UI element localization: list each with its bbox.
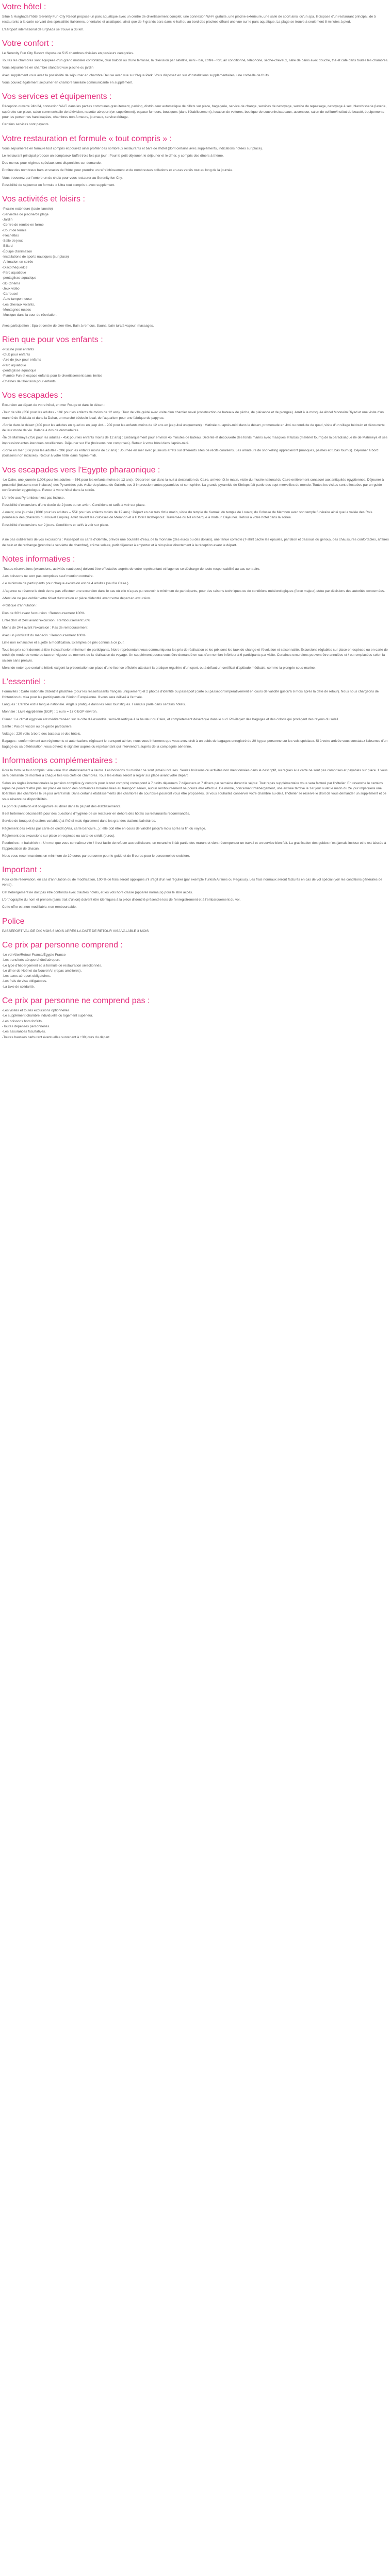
egypte-paragraph: L'entrée aux Pyramides n'est pas incluse. — [2, 496, 65, 500]
list-item: -Carrousel — [2, 292, 18, 296]
list-item: -pentaglisse aquatique — [2, 369, 37, 373]
hotel-paragraph: L'aéroport international d'Hurghada se trouve à 36 km. — [2, 27, 85, 31]
list-item: -Le vol Aller/Retour France/Égypte France — [2, 953, 66, 957]
confort-paragraph: Avec supplément vous avez la possibilité de séjourner en chambre Deluxe avec vue sur l'Aqua Park. Vous disposez en sus d'installations supplémentaires, une corbeille de fruits. — [2, 73, 270, 77]
list-item: -Les transferts aéroport/hôtel/aéroport. — [2, 958, 60, 962]
essentiel-paragraph: Voltage : 220 volts à bord des bateaux et des hôtels. — [2, 732, 82, 736]
notes-paragraph: Plus de 36H avant l'excursion : Remboursement 100% — [2, 611, 85, 615]
list-item: -Jardin — [2, 217, 13, 222]
list-item: -Animation en soirée — [2, 260, 34, 264]
egypte-paragraph: -Le Caire, une journée (100€ pour les adultes -- 55€ pour les enfants moins de 12 ans) : Départ en car dans la nuit à destination du Caire, arrivée tôt le matin, visite du musée national du Caire entièrement consacré aux antiquités égyptiennes. Déjeuner à proximité (boissons non incluses) des Pyramides puis visite du plateau de Guizeh, ses 3 impressionnantes pyramides et son sphinx. La grande pyramide de Khéops fait partie des sept merveilles du monde. Toutes les visites sont effectuées par un guide conférencier égyptologue. Retour à votre hôtel dans la soirée. — [2, 478, 384, 493]
notes-paragraph: -Politique d'annulation : — [2, 604, 38, 608]
escapades-paragraph: Excursion au départ de votre hôtel, en mer Rouge et dans le désert : — [2, 403, 106, 407]
list-item: -Serviettes de piscine/de plage — [2, 212, 49, 216]
section-enfants — [2, 335, 389, 384]
notes-paragraph: -L'agence se réserve le droit de ne pas effectuer une excursion dans le cas où elle n'a pas pu recevoir le minimum de participants, pour des raisons techniques ou de conditions météorologiques (force majeur) et/ou par décisions des autorités concernées. — [2, 589, 385, 593]
egypte-paragraph: -Louxor, une journée (100€ pour les adultes -- 55€ pour les enfants moins de 12 ans) : Départ en car très tôt le matin, visite du temple de Karnak, du temple de Louxor, du Colosse de Memnon avec son temple funéraire ainsi que la vallée des Rois (tombeaux des pharaons du Nouvel Empire). Arrêt devant les colosses de Memnon et à l'Hôtel Hatshepsout. Traversée du Nil en barque à moteur. Déjeuner. Retour à votre hôtel dans la soirée. — [2, 511, 372, 520]
important-paragraph: Pour cette réservation, en cas d'annulation ou de modification, 100 % de frais seront appliqués s'il s'agit d'un vol régulier (par exemple Turkish Airlines ou Pegasus). Les frais normaux seront facturés en cas de vol spécial (voir les conditions générales de vente). — [2, 878, 382, 887]
comprend-title: Ce prix par personne comprend : — [2, 940, 123, 950]
essentiel-paragraph: Santé : Pas de vaccin ou de garde particuliers. — [2, 724, 73, 728]
restauration-paragraph: Vous séjournerez en formule tout compris et pourrez ainsi profiter des nombreux restaurants et bars de l'hôtel (dont certains avec suppléments, indications notées sur place). — [2, 146, 263, 150]
info-paragraph: Règlement des extras par carte de crédit (Visa, carte bancaire...) : elle doit être en cours de validité jusqu'à mois après la fin du voyage. — [2, 826, 206, 831]
list-item: -Parc aquatique — [2, 270, 26, 275]
list-item: -Montagnes russes — [2, 308, 31, 312]
section-escapades — [2, 391, 389, 459]
section-notes — [2, 554, 389, 671]
egypte-paragraph: Possibilité d'excursions sur 2 jours. Conditions et tarifs à voir sur place. — [2, 523, 109, 527]
services-paragraph: Réception ouverte 24h/24, connexion Wi-Fi dans les parties communes gratuitement, parking, distributeur automatique de billets sur place, bagagerie, service de change, services de nettoyage, service de repassage, nettoyage à sec, blanchisserie (laverie, supérette sur place, salon commun/salle de télévision, navette aéroport (en supplément), espace fumeurs, boutiques (dans l'établissement), location de voitures, boutique de souvenirs/cadeaux, ascenseur, salon de coiffure/institut de beauté, équipements pour les personnes handicapées, chambres non-fumeurs, journaux, service d'étage. — [2, 105, 387, 119]
essentiel-paragraph: Formalités : Carte nationale d'identité plastifiée (pour les ressortissants français uniquement) et 2 photos d'identité ou passeport (carte ou passeport impérativement en cours de validité (jusqu'à 6 mois après la date de retour). Nous nous chargeons de l'obtention du visa pour les participants de l'Union Européenne. Il vous sera délivré à l'arrivée. — [2, 690, 379, 699]
police-title: Police — [2, 917, 25, 926]
hotel-title: Votre hôtel : — [2, 3, 46, 11]
essentiel-paragraph: Monnaie : Livre égyptienne (EGP) : 1 euro = 17.0 EGP environ. — [2, 710, 97, 714]
essentiel-paragraph: Bagages : conformément aux règlements et autorisations régissant le transport aérien, nous vous informons que vous avez droit à un poids de bagages enregistré de 20 kg par personne sur les vols spéciaux. Si à votre arrivée vous constatez l'absence d'un bagage ou sa détérioration, vous devrez le signaler auprès du représentant qui interviendra auprès de la compagnie aérienne. — [2, 739, 388, 749]
comprend-list — [2, 953, 389, 990]
list-item: -Chaînes de télévision pour enfants — [2, 379, 56, 383]
activites-list — [2, 207, 389, 318]
list-item: -Planète Fun et espace enfants pour le divertissement sans limites — [2, 374, 103, 378]
list-item: -Toutes hausses carburant éventuelles survenant à +30 jours du départ — [2, 1035, 110, 1039]
list-item: -Les chevaux volants, — [2, 302, 35, 307]
escapades-title: Vos escapades : — [2, 391, 63, 400]
list-item: -Auto tamponneuse — [2, 297, 32, 301]
list-item: -Piscine pour enfants — [2, 347, 34, 351]
important-paragraph: L'orthographe du nom et prénom (sans trait d'union) doivent être identiques à la pièce d'identité présentée lors de l'enregistrement et à l'embarquement du vol. — [2, 898, 241, 902]
list-item: -Discothèque/DJ — [2, 265, 27, 269]
info-paragraph: Règlement des excursions sur place en espèces ou carte de crédit (euros). — [2, 834, 116, 838]
list-item: -Installations de sports nautiques (sur place) — [2, 255, 69, 259]
list-item: -Toutes dépenses personnelles. — [2, 1024, 51, 1028]
list-item: -Salle de jeux — [2, 239, 23, 243]
list-item: -Musique dans la cour de récréation. — [2, 313, 58, 317]
list-item: -Les frais de visa obligatoires. — [2, 979, 47, 984]
activites-title: Vos activités et loisirs : — [2, 195, 85, 204]
list-item: -La taxe de solidarité. — [2, 985, 35, 989]
egypte-title: Vos escapades vers l'Egypte pharaonique : — [2, 465, 160, 474]
section-info — [2, 756, 389, 859]
notes-title: Notes informatives : — [2, 554, 75, 564]
notes-paragraph: Merci de noter que certains hôtels exigent la présentation sur place d'une licence officielle attestant la pratique régulière d'un sport, ou à défaut un certificat d'aptitude médicale, comme la plongée sous-marine. — [2, 666, 316, 670]
escapades-paragraph: -Sortie dans le désert (40€ pour les adultes en quad ou en jeep 4x4 - 20€ pour les enfants moins de 12 ans en jeep 4x4 uniquement) : Matinée ou après-midi dans le désert, promenade en 4x4 ou conduite de quad, visite d'un village bédouin et découverte de leur mode de vie. Balade à dos de dromadaires. — [2, 423, 385, 433]
notes-paragraph: -Les boissons ne sont pas comprises sauf mention contraire. — [2, 574, 94, 579]
section-activites — [2, 194, 389, 329]
list-item: -Le supplément chambre individuelle ou logement supérieur. — [2, 1014, 93, 1018]
services-title: Vos services et équipements : — [2, 92, 112, 101]
list-item: -Fléchettes — [2, 233, 19, 238]
list-item: -Le dîner de Noël et du Nouvel An (repas améliorés). — [2, 969, 82, 973]
section-comprend — [2, 940, 389, 990]
info-paragraph: Service de bouquet (horaires variables) à l'hôtel mais également dans les grandes stations balnéaires. — [2, 819, 156, 823]
escapades-paragraph: -Sortie en mer (30€ pour les adultes - 20€ pour les enfants moins de 12 ans) : Journée en mer avec plusieurs arrêts sur différents sites de récifs coralliens. Les amateurs de snorkelling apprécieront (masques, palmes et tubas fournis). Déjeuner à bord (boissons non incluses). Retour à votre hôtel dans l'après-midi. — [2, 449, 379, 458]
info-paragraph: Il est fortement déconseillé pour des questions d'hygiène de se restaurer en dehors des hôtels ou restaurants recommandés. — [2, 812, 190, 816]
list-item: -Les assurances facultatives. — [2, 1030, 46, 1034]
enfants-list — [2, 347, 389, 384]
non-comprend-title: Ce prix par personne ne comprend pas : — [2, 996, 150, 1006]
list-item: -Court de tennis — [2, 228, 26, 232]
hotel-paragraph: Situé à Hurghada l'hôtel Serenity Fun City Resort propose un parc aquatique avec un centre de divertissement complet, une connexion Wi-Fi gratuite, une piscine extérieure, une salle de sport ainsi qu'un spa. Il dispose d'un restaurant principal, de 5 restaurants à la carte servant des spécialités italiennes, orientales et asiatiques, ainsi que de 4 grands bars dans le hall ou au bord des piscines offrant une vue sur le parc aquatique. La plage se trouve à seulement 8 minutes à pied. — [2, 15, 376, 24]
page — [0, 0, 391, 1040]
restauration-paragraph: Le restaurant principal propose un somptueux buffet trois fois par jour : Pour le petit déjeuner, le déjeuner et le dîner, y compris des dîners à thème. — [2, 154, 224, 158]
list-item: -Les visites et toutes excursions optionnelles. — [2, 1009, 71, 1013]
essentiel-title: L'essentiel : — [2, 677, 45, 687]
restauration-paragraph: Vous trouverez par l'ombre un du choix pour vous restaurer au Serenity fun City. — [2, 176, 123, 180]
escapades-paragraph: -Île de Mahmeya (75€ pour les adultes - 45€ pour les enfants moins de 12 ans) : Embarquement pour environ 45 minutes de bateau. Détente et découverte des fonds marins avec masques et tubas (matériel fourni) de la paradisiaque île de Mahmeya et ses impressionnantes étendues coralliennes. Déjeuner sur l'île (boissons non comprises). Retour à votre hôtel dans l'après-midi. — [2, 436, 387, 445]
info-paragraph: Pourboires : « bakchich » : Un mot que vous connaîtrez vite ! Il est facile de refuser aux solliciteurs, en revanche il fait partie des mœurs et vient récompenser un travail et un service bien fait. La gratification des guides n'est jamais incluse et le est laissée à l'appréciation de chacun. — [2, 841, 386, 851]
activites-note: Avec participation : Spa et centre de bien-être, Bain à remous, Sauna, bain turc/à vapeur, massages. — [2, 324, 154, 328]
notes-paragraph: Avec un justificatif du médecin : Remboursement 100% — [2, 633, 86, 637]
info-title: Informations complémentaires : — [2, 756, 118, 766]
section-hotel — [2, 2, 389, 32]
confort-title: Votre confort : — [2, 39, 54, 48]
enfants-title: Rien que pour vos enfants : — [2, 335, 103, 344]
list-item: -3D Cinéma — [2, 281, 21, 285]
notes-paragraph: Tous les prix sont donnés à titre indicatif selon minimum de participants. Notre représentant vous communiquera les prix de réalisation et les prix sont les taux de change et l'évolution et saisonnalité. Excursions réglables sur place en espèces ou en carte de crédit (le mode de vente du taux en vigueur au moment de la réalisation du voyage. Un supplément pourra vous être demandé en cas d'un nombre inférieur à 6 participants par visite. Certaines excursions peuvent être annulées et / ou remplacées selon la saison sans préavis. — [2, 648, 388, 663]
important-paragraph: Cette offre est non modifiable, non remboursable. — [2, 905, 77, 909]
essentiel-paragraph: Langues : L'arabe est la langue nationale. Anglais pratiqué dans les lieux touristiques. Français parlé dans certains hôtels. — [2, 702, 186, 706]
list-item: -Les boissons hors forfaits. — [2, 1019, 43, 1023]
notes-paragraph: -Toutes réservations (excursions, activités nautiques) doivent être effectuées auprès de votre représentant et l'agence se décharge de toute responsabilité au cas contraire. — [2, 567, 260, 571]
section-important — [2, 865, 389, 910]
non-comprend-list — [2, 1008, 389, 1040]
list-item: -Club pour enfants — [2, 353, 30, 357]
notes-paragraph: Moins de 24H avant l'excursion : Pas de remboursement — [2, 626, 88, 630]
list-item: -pentaglisse aquatique — [2, 276, 37, 280]
police-text: PASSEPORT VALIDE DIX MOIS 6 MOIS APRÈS LA DATE DE RETOUR VISA VALABLE 3 MOIS — [2, 929, 149, 933]
section-police — [2, 917, 389, 934]
section-egypte — [2, 465, 389, 548]
egypte-paragraph: A ne pas oublier lors de vos excursions : Passeport ou carte d'identité, prévoir une bouteille d'eau, de la monnaie (des euros ou des dollars), une tenue correcte (T-shirt cache les épaules, pantalon et dessous du genou), des chaussures confortables, affaires de bain et de rechange (prendre la serviette de chambre), crème solaire, petit déjeuner à emporter et à récupérer directement à la réception avant le départ. — [2, 538, 389, 547]
restauration-title: Votre restauration et formule « tout compris » : — [2, 134, 172, 143]
restauration-paragraph: Des menus pour régimes spéciaux sont disponibles sur demande. — [2, 161, 102, 165]
section-essentiel — [2, 677, 389, 750]
notes-paragraph: Liste non exhaustive et sujette à modification. Exemples de prix connus à ce jour. — [2, 640, 125, 645]
list-item: -Billard — [2, 244, 13, 248]
restauration-paragraph: Possibilité de séjourner en formule « Ultra tout compris » avec supplément. — [2, 183, 116, 188]
important-paragraph: Cet hébergement ne doit pas être confondu avec d'autres hôtels, et les vols hors classe (appareil normaux) pour le libre accès. — [2, 890, 193, 894]
section-services — [2, 92, 389, 127]
info-paragraph: Nous vous recommandons un minimum de 10 euros par personne pour le guide et de 5 euros pour le personnel de croisière. — [2, 854, 190, 858]
restauration-paragraph: Profitez des nombreux bars et snacks de l'hôtel pour prendre un rafraîchissement et de nombreuses collations et en-cas variés tout au long de la journée. — [2, 168, 234, 173]
notes-paragraph: Entre 36H et 24H avant l'excursion : Remboursement 50% — [2, 618, 90, 622]
section-confort — [2, 39, 389, 86]
confort-paragraph: Le Serenity Fun City Resort dispose de 515 chambres divisées en plusieurs catégories. — [2, 51, 134, 55]
egypte-paragraph: Possibilité d'excursions d'une durée de 2 jours ou en avion. Conditions et tarifs à voir sur place. — [2, 503, 145, 507]
list-item: -Centre de remise en forme — [2, 223, 44, 227]
egypte-paragraph — [2, 530, 389, 535]
confort-paragraph: Vous pouvez également séjourner en chambre familiale communicante en supplément. — [2, 81, 134, 85]
confort-paragraph: Toutes les chambres sont équipées d'un grand mobilier confortable, d'un balcon ou d'une terrasse, la télévision par satellite, mini - bar, coffre - fort, air conditionné, téléphone, sèche-cheveux, salle de bains avec douche, thé et café dans toutes les chambres. — [2, 59, 388, 63]
services-paragraph: Certains services sont payants. — [2, 123, 50, 127]
list-item: -Aire de jeux pour enfants — [2, 358, 41, 362]
confort-paragraph: Vous séjournerez en chambre standard vue piscine ou jardin — [2, 66, 94, 70]
essentiel-paragraph: Climat : Le climat égyptien est méditerranéen sur la côte d'Alexandrie, semi-désertique à la hauteur du Caire, et complètement désertique dans le sud. Privilégiez des bagages et des coloris qui protègent des rayons du soleil. — [2, 717, 339, 721]
notes-paragraph: -Le minimum de participants pour chaque excursion est de 4 adultes (sauf le Caire.) — [2, 582, 128, 586]
list-item: -Parc aquatique — [2, 363, 26, 367]
notes-paragraph: -Merci de ne pas oublier votre ticket d'excursion et pièce d'identité avant votre départ en excursion. — [2, 597, 151, 601]
section-restauration — [2, 134, 389, 189]
escapades-paragraph: -Tour de ville (35€ pour les adultes - 10€ pour les enfants de moins de 12 ans) : Tour de ville guidé avec visite d'un chantier naval (construction de bateaux de pêche, de plaisance et de plongée). Arrêt à la mosquée Abdel Mooneim Riyad et une visite d'un marché de Sekkala et dans la Dahar, un marché bédouin local, de l'aquarium pour une fabrique de papyrus. — [2, 411, 384, 420]
list-item: -Équipe d'animation — [2, 249, 32, 253]
list-item: -Les taxes aéroport obligatoires. — [2, 974, 51, 978]
info-paragraph: Selon les règles internationales la pension complète (y compris pour le tout compris) correspond à 7 petits déjeuners 7 déjeuners et 7 dîners par semaine durant le séjour. Tout repas supplémentaire vous sera facturé par l'hôtelier. En revanche le certains repas ne peuvent être pris sur place en raison des contraintes horaires liées au transport aérien, aucun remboursement ne pourra être effectué. De même, concernant l'hébergement, une arrivée tardive le 1er jour ou/et le matin du 2e jour impliquera une libération des chambres le 8e jour avant midi. Dans certains établissements des chambres de courtoisie pourront vous être proposées. Si vous souhaitez conserver votre chambre au-delà, l'hôtelier se réserve le droit de vous demander un supplément et ce sous réserve de disponibilités. — [2, 781, 386, 801]
list-item: -Piscine extérieure (toute l'année) — [2, 207, 53, 211]
list-item: -Le type d'hébergement et la formule de restauration sélectionnés. — [2, 963, 102, 968]
info-paragraph: Pour la formule tout compris : elle varie d'un établissement à l'autre. Les boissons du minibar ne sont jamais incluses. Seules boissons ou activités non mentionnées dans le descriptif, ou reçues à la carte ne sont pas comprises et payables sur place. Il vous sera demandé de montrer à chaque fois vos clefs de chambres. Tous les extras seront à régler sur place avant votre départ. — [2, 769, 388, 778]
important-title: Important : — [2, 866, 42, 875]
list-item: -Jeux vidéo — [2, 286, 20, 291]
info-paragraph: Le port du pantalon est obligatoire au dîner dans la plupart des établissements. — [2, 804, 121, 808]
section-non-comprend — [2, 996, 389, 1040]
